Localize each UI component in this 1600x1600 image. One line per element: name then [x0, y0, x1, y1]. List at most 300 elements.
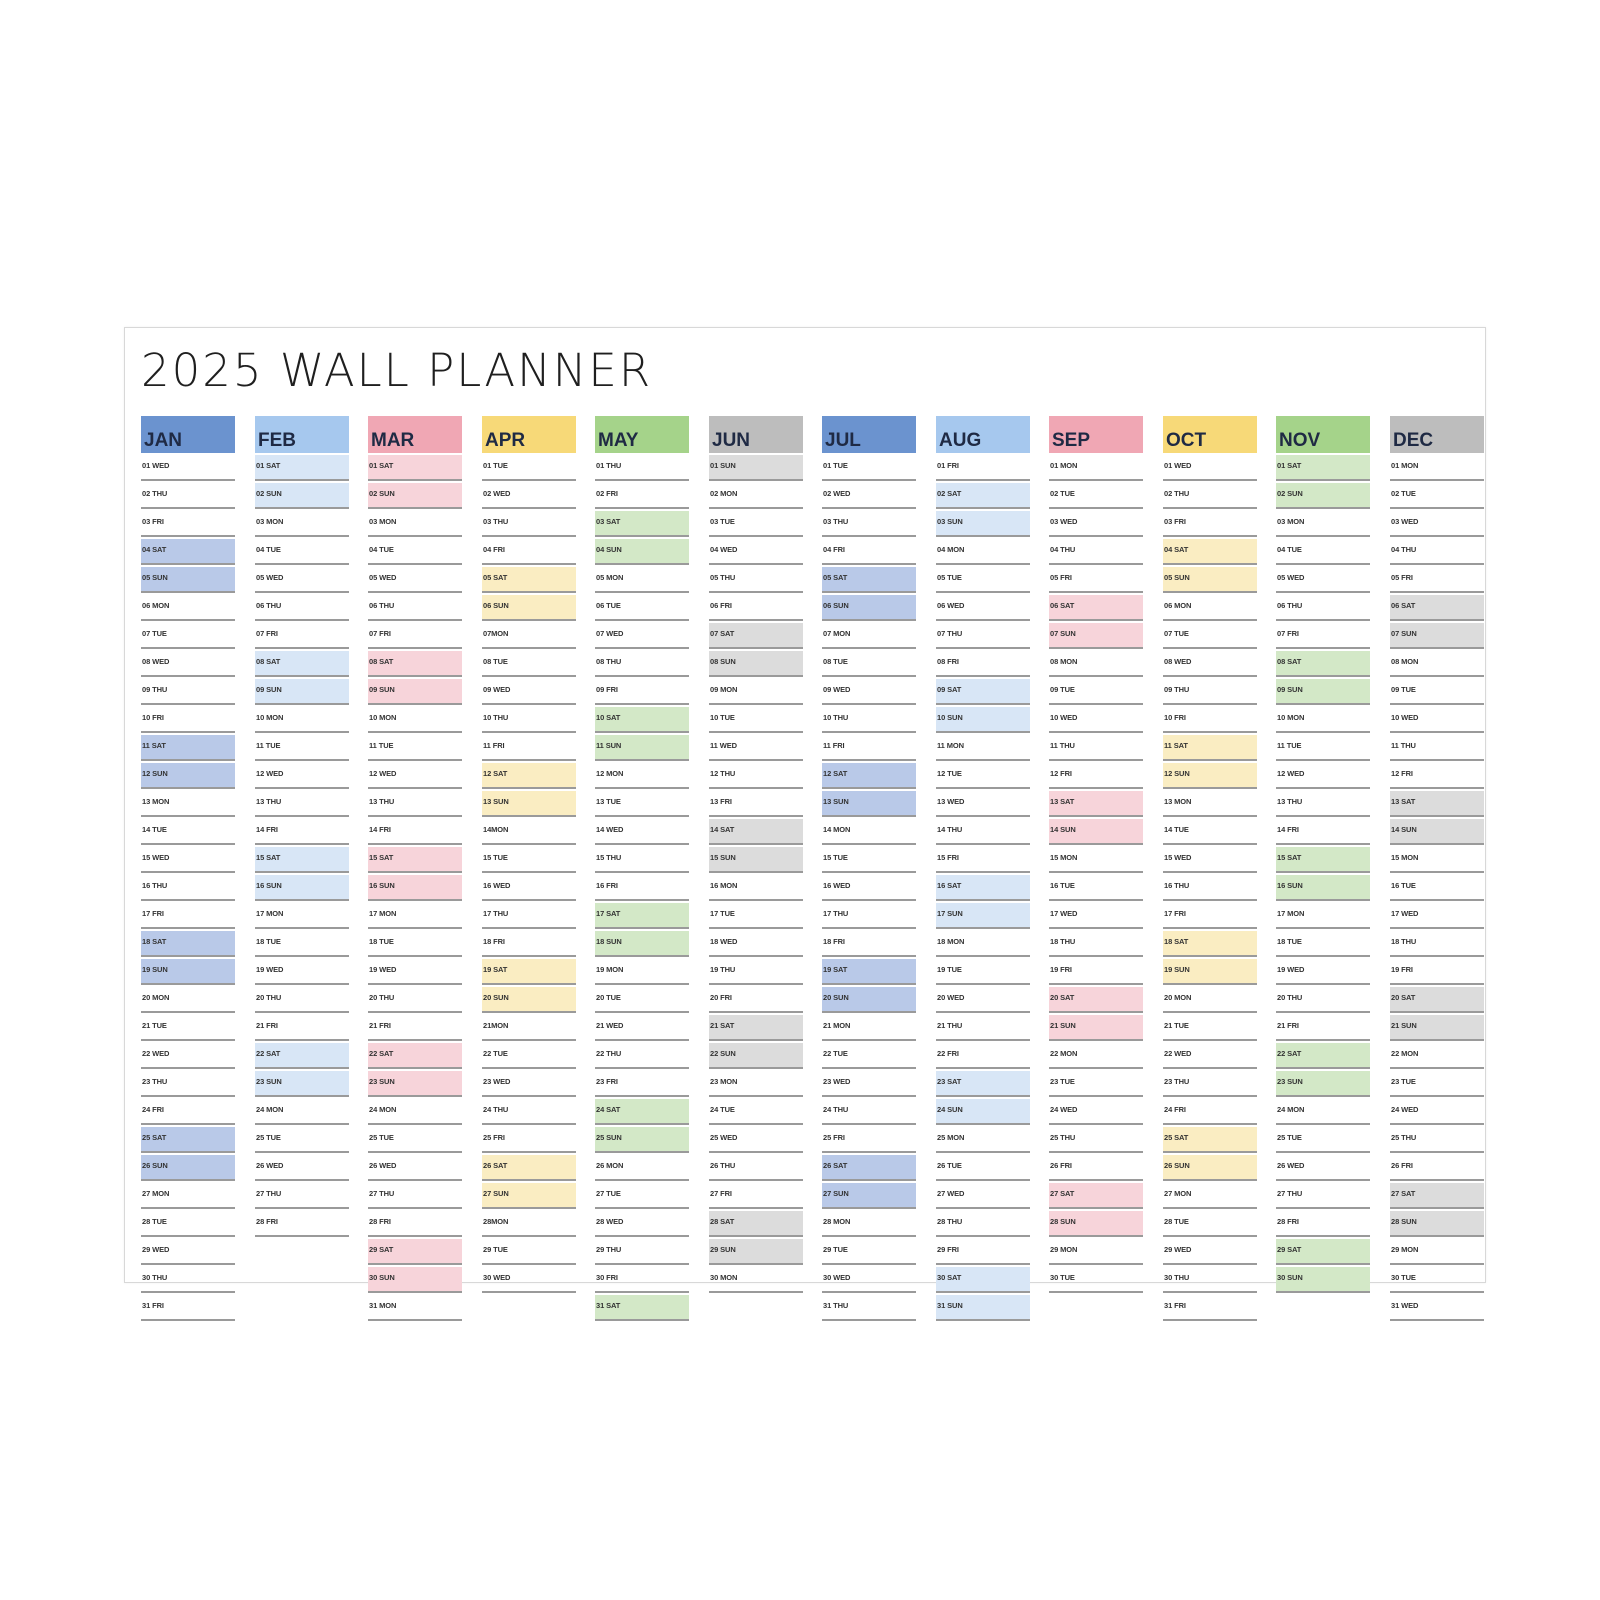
- day-row[interactable]: [1276, 1043, 1370, 1069]
- day-row[interactable]: [595, 959, 689, 985]
- day-row[interactable]: [482, 1155, 576, 1181]
- day-row[interactable]: [936, 847, 1030, 873]
- day-row[interactable]: [595, 1071, 689, 1097]
- day-row[interactable]: [482, 1043, 576, 1069]
- day-row[interactable]: [1163, 707, 1257, 733]
- day-row[interactable]: [936, 651, 1030, 677]
- day-row[interactable]: [1276, 1267, 1370, 1293]
- day-row[interactable]: [255, 1071, 349, 1097]
- day-row[interactable]: [1390, 455, 1484, 481]
- day-row[interactable]: [709, 1211, 803, 1237]
- day-row[interactable]: [1163, 987, 1257, 1013]
- day-row[interactable]: [936, 1267, 1030, 1293]
- day-row[interactable]: [936, 1211, 1030, 1237]
- day-row[interactable]: [1049, 623, 1143, 649]
- day-row[interactable]: [822, 903, 916, 929]
- day-row[interactable]: [1390, 623, 1484, 649]
- day-row[interactable]: [1390, 567, 1484, 593]
- day-row[interactable]: [936, 567, 1030, 593]
- day-row[interactable]: [1049, 1211, 1143, 1237]
- day-row[interactable]: [255, 1155, 349, 1181]
- day-row[interactable]: [482, 875, 576, 901]
- day-row[interactable]: [255, 651, 349, 677]
- day-row[interactable]: [1049, 931, 1143, 957]
- day-row[interactable]: [482, 511, 576, 537]
- day-row[interactable]: [368, 567, 462, 593]
- day-row[interactable]: [936, 819, 1030, 845]
- day-row[interactable]: [1163, 1211, 1257, 1237]
- day-row[interactable]: [1163, 1071, 1257, 1097]
- day-row[interactable]: [936, 1099, 1030, 1125]
- day-row[interactable]: [141, 1071, 235, 1097]
- day-row[interactable]: [936, 679, 1030, 705]
- day-row[interactable]: [1390, 1015, 1484, 1041]
- day-row[interactable]: [936, 791, 1030, 817]
- day-row[interactable]: [1049, 1127, 1143, 1153]
- day-row[interactable]: [822, 931, 916, 957]
- day-row[interactable]: [936, 875, 1030, 901]
- day-row[interactable]: [141, 903, 235, 929]
- day-row[interactable]: [709, 791, 803, 817]
- day-row[interactable]: [1049, 651, 1143, 677]
- day-row[interactable]: [1390, 903, 1484, 929]
- day-row[interactable]: [141, 791, 235, 817]
- day-row[interactable]: [482, 623, 576, 649]
- day-row[interactable]: [482, 987, 576, 1013]
- day-row[interactable]: [1390, 539, 1484, 565]
- day-row[interactable]: [1049, 903, 1143, 929]
- day-row[interactable]: [1049, 1267, 1143, 1293]
- day-row[interactable]: [368, 539, 462, 565]
- day-row[interactable]: [709, 1071, 803, 1097]
- day-row[interactable]: [936, 735, 1030, 761]
- day-row[interactable]: [709, 651, 803, 677]
- day-row[interactable]: [1276, 567, 1370, 593]
- day-row[interactable]: [1390, 1071, 1484, 1097]
- day-row[interactable]: [709, 455, 803, 481]
- day-row[interactable]: [1163, 903, 1257, 929]
- day-row[interactable]: [822, 1183, 916, 1209]
- day-row[interactable]: [1049, 959, 1143, 985]
- day-row[interactable]: [595, 455, 689, 481]
- day-row[interactable]: [1276, 595, 1370, 621]
- day-row[interactable]: [1390, 1127, 1484, 1153]
- day-row[interactable]: [482, 1211, 576, 1237]
- day-row[interactable]: [1163, 455, 1257, 481]
- day-row[interactable]: [1390, 511, 1484, 537]
- day-row[interactable]: [1390, 483, 1484, 509]
- day-row[interactable]: [1276, 847, 1370, 873]
- day-row[interactable]: [1163, 511, 1257, 537]
- day-row[interactable]: [595, 679, 689, 705]
- day-row[interactable]: [1276, 931, 1370, 957]
- day-row[interactable]: [709, 483, 803, 509]
- day-row[interactable]: [482, 959, 576, 985]
- day-row[interactable]: [368, 455, 462, 481]
- day-row[interactable]: [141, 1183, 235, 1209]
- day-row[interactable]: [822, 959, 916, 985]
- day-row[interactable]: [141, 1155, 235, 1181]
- day-row[interactable]: [1163, 847, 1257, 873]
- day-row[interactable]: [1276, 1071, 1370, 1097]
- day-row[interactable]: [1049, 595, 1143, 621]
- day-row[interactable]: [482, 1183, 576, 1209]
- day-row[interactable]: [822, 1015, 916, 1041]
- day-row[interactable]: [1163, 875, 1257, 901]
- day-row[interactable]: [822, 1239, 916, 1265]
- day-row[interactable]: [1049, 1183, 1143, 1209]
- day-row[interactable]: [595, 903, 689, 929]
- day-row[interactable]: [595, 1295, 689, 1321]
- day-row[interactable]: [595, 1267, 689, 1293]
- day-row[interactable]: [141, 819, 235, 845]
- day-row[interactable]: [709, 819, 803, 845]
- day-row[interactable]: [1049, 763, 1143, 789]
- day-row[interactable]: [141, 1239, 235, 1265]
- day-row[interactable]: [936, 987, 1030, 1013]
- day-row[interactable]: [595, 735, 689, 761]
- day-row[interactable]: [1390, 1239, 1484, 1265]
- day-row[interactable]: [141, 1267, 235, 1293]
- day-row[interactable]: [255, 539, 349, 565]
- day-row[interactable]: [1276, 623, 1370, 649]
- day-row[interactable]: [482, 791, 576, 817]
- day-row[interactable]: [709, 1155, 803, 1181]
- day-row[interactable]: [709, 1127, 803, 1153]
- day-row[interactable]: [936, 1071, 1030, 1097]
- day-row[interactable]: [595, 1043, 689, 1069]
- day-row[interactable]: [1163, 483, 1257, 509]
- day-row[interactable]: [1163, 567, 1257, 593]
- day-row[interactable]: [936, 1183, 1030, 1209]
- day-row[interactable]: [1163, 623, 1257, 649]
- day-row[interactable]: [255, 707, 349, 733]
- day-row[interactable]: [595, 707, 689, 733]
- day-row[interactable]: [255, 1099, 349, 1125]
- day-row[interactable]: [368, 1267, 462, 1293]
- day-row[interactable]: [368, 651, 462, 677]
- day-row[interactable]: [1390, 875, 1484, 901]
- day-row[interactable]: [595, 1183, 689, 1209]
- day-row[interactable]: [1390, 1267, 1484, 1293]
- day-row[interactable]: [1049, 1155, 1143, 1181]
- day-row[interactable]: [709, 707, 803, 733]
- day-row[interactable]: [482, 903, 576, 929]
- day-row[interactable]: [1390, 847, 1484, 873]
- day-row[interactable]: [822, 1155, 916, 1181]
- day-row[interactable]: [368, 1043, 462, 1069]
- day-row[interactable]: [595, 651, 689, 677]
- day-row[interactable]: [482, 1239, 576, 1265]
- day-row[interactable]: [1390, 1183, 1484, 1209]
- day-row[interactable]: [368, 1099, 462, 1125]
- day-row[interactable]: [595, 847, 689, 873]
- day-row[interactable]: [936, 455, 1030, 481]
- day-row[interactable]: [141, 847, 235, 873]
- day-row[interactable]: [482, 651, 576, 677]
- day-row[interactable]: [1390, 987, 1484, 1013]
- day-row[interactable]: [482, 1015, 576, 1041]
- day-row[interactable]: [709, 1015, 803, 1041]
- day-row[interactable]: [822, 651, 916, 677]
- day-row[interactable]: [1276, 1099, 1370, 1125]
- day-row[interactable]: [1276, 1183, 1370, 1209]
- day-row[interactable]: [1163, 651, 1257, 677]
- day-row[interactable]: [141, 1211, 235, 1237]
- day-row[interactable]: [1049, 1043, 1143, 1069]
- day-row[interactable]: [1163, 1267, 1257, 1293]
- day-row[interactable]: [822, 735, 916, 761]
- day-row[interactable]: [709, 735, 803, 761]
- day-row[interactable]: [141, 1295, 235, 1321]
- day-row[interactable]: [368, 763, 462, 789]
- day-row[interactable]: [595, 931, 689, 957]
- day-row[interactable]: [822, 483, 916, 509]
- day-row[interactable]: [822, 875, 916, 901]
- day-row[interactable]: [141, 455, 235, 481]
- day-row[interactable]: [368, 1015, 462, 1041]
- day-row[interactable]: [482, 1267, 576, 1293]
- day-row[interactable]: [822, 539, 916, 565]
- day-row[interactable]: [1276, 1239, 1370, 1265]
- day-row[interactable]: [1049, 1239, 1143, 1265]
- day-row[interactable]: [141, 763, 235, 789]
- day-row[interactable]: [368, 1155, 462, 1181]
- day-row[interactable]: [255, 987, 349, 1013]
- day-row[interactable]: [1276, 651, 1370, 677]
- day-row[interactable]: [141, 539, 235, 565]
- day-row[interactable]: [141, 511, 235, 537]
- day-row[interactable]: [1163, 1043, 1257, 1069]
- day-row[interactable]: [1390, 595, 1484, 621]
- day-row[interactable]: [936, 1155, 1030, 1181]
- day-row[interactable]: [936, 903, 1030, 929]
- day-row[interactable]: [255, 1043, 349, 1069]
- day-row[interactable]: [1390, 959, 1484, 985]
- day-row[interactable]: [1049, 987, 1143, 1013]
- day-row[interactable]: [1390, 819, 1484, 845]
- day-row[interactable]: [709, 595, 803, 621]
- day-row[interactable]: [822, 1099, 916, 1125]
- day-row[interactable]: [595, 1239, 689, 1265]
- day-row[interactable]: [482, 1127, 576, 1153]
- day-row[interactable]: [1163, 595, 1257, 621]
- day-row[interactable]: [709, 539, 803, 565]
- day-row[interactable]: [1276, 763, 1370, 789]
- day-row[interactable]: [482, 847, 576, 873]
- day-row[interactable]: [1276, 707, 1370, 733]
- day-row[interactable]: [1049, 567, 1143, 593]
- day-row[interactable]: [936, 539, 1030, 565]
- day-row[interactable]: [822, 987, 916, 1013]
- day-row[interactable]: [255, 819, 349, 845]
- day-row[interactable]: [822, 1295, 916, 1321]
- day-row[interactable]: [368, 511, 462, 537]
- day-row[interactable]: [709, 875, 803, 901]
- day-row[interactable]: [1276, 987, 1370, 1013]
- day-row[interactable]: [595, 511, 689, 537]
- day-row[interactable]: [368, 987, 462, 1013]
- day-row[interactable]: [368, 1183, 462, 1209]
- day-row[interactable]: [1049, 707, 1143, 733]
- day-row[interactable]: [141, 1099, 235, 1125]
- day-row[interactable]: [822, 1267, 916, 1293]
- day-row[interactable]: [1276, 875, 1370, 901]
- day-row[interactable]: [1163, 1015, 1257, 1041]
- day-row[interactable]: [1276, 903, 1370, 929]
- day-row[interactable]: [1049, 511, 1143, 537]
- day-row[interactable]: [368, 735, 462, 761]
- day-row[interactable]: [709, 679, 803, 705]
- day-row[interactable]: [1163, 791, 1257, 817]
- day-row[interactable]: [1049, 819, 1143, 845]
- day-row[interactable]: [368, 819, 462, 845]
- day-row[interactable]: [1390, 1155, 1484, 1181]
- day-row[interactable]: [936, 931, 1030, 957]
- day-row[interactable]: [822, 1127, 916, 1153]
- day-row[interactable]: [368, 931, 462, 957]
- day-row[interactable]: [368, 483, 462, 509]
- day-row[interactable]: [1276, 679, 1370, 705]
- day-row[interactable]: [255, 763, 349, 789]
- day-row[interactable]: [1390, 651, 1484, 677]
- day-row[interactable]: [595, 1099, 689, 1125]
- day-row[interactable]: [936, 763, 1030, 789]
- day-row[interactable]: [822, 1043, 916, 1069]
- day-row[interactable]: [482, 763, 576, 789]
- day-row[interactable]: [1163, 1183, 1257, 1209]
- day-row[interactable]: [1049, 791, 1143, 817]
- day-row[interactable]: [1390, 1043, 1484, 1069]
- day-row[interactable]: [141, 931, 235, 957]
- day-row[interactable]: [1276, 1127, 1370, 1153]
- day-row[interactable]: [822, 763, 916, 789]
- day-row[interactable]: [482, 595, 576, 621]
- day-row[interactable]: [255, 959, 349, 985]
- day-row[interactable]: [1049, 1015, 1143, 1041]
- day-row[interactable]: [141, 651, 235, 677]
- day-row[interactable]: [709, 623, 803, 649]
- day-row[interactable]: [1276, 1155, 1370, 1181]
- day-row[interactable]: [141, 679, 235, 705]
- day-row[interactable]: [595, 819, 689, 845]
- day-row[interactable]: [255, 1015, 349, 1041]
- day-row[interactable]: [141, 623, 235, 649]
- day-row[interactable]: [255, 875, 349, 901]
- day-row[interactable]: [936, 1127, 1030, 1153]
- day-row[interactable]: [1049, 539, 1143, 565]
- day-row[interactable]: [255, 455, 349, 481]
- day-row[interactable]: [822, 847, 916, 873]
- day-row[interactable]: [595, 483, 689, 509]
- day-row[interactable]: [936, 483, 1030, 509]
- day-row[interactable]: [368, 707, 462, 733]
- day-row[interactable]: [482, 483, 576, 509]
- day-row[interactable]: [709, 1183, 803, 1209]
- day-row[interactable]: [141, 987, 235, 1013]
- day-row[interactable]: [595, 987, 689, 1013]
- day-row[interactable]: [709, 1239, 803, 1265]
- day-row[interactable]: [1163, 931, 1257, 957]
- day-row[interactable]: [368, 847, 462, 873]
- day-row[interactable]: [595, 623, 689, 649]
- day-row[interactable]: [1276, 735, 1370, 761]
- day-row[interactable]: [255, 1127, 349, 1153]
- day-row[interactable]: [141, 735, 235, 761]
- day-row[interactable]: [368, 875, 462, 901]
- day-row[interactable]: [255, 595, 349, 621]
- day-row[interactable]: [255, 679, 349, 705]
- day-row[interactable]: [368, 595, 462, 621]
- day-row[interactable]: [1390, 679, 1484, 705]
- day-row[interactable]: [482, 735, 576, 761]
- day-row[interactable]: [255, 483, 349, 509]
- day-row[interactable]: [1049, 455, 1143, 481]
- day-row[interactable]: [1276, 1015, 1370, 1041]
- day-row[interactable]: [595, 1127, 689, 1153]
- day-row[interactable]: [1276, 539, 1370, 565]
- day-row[interactable]: [1276, 483, 1370, 509]
- day-row[interactable]: [936, 1295, 1030, 1321]
- day-row[interactable]: [822, 511, 916, 537]
- day-row[interactable]: [1049, 1071, 1143, 1097]
- day-row[interactable]: [368, 1071, 462, 1097]
- day-row[interactable]: [368, 959, 462, 985]
- day-row[interactable]: [482, 819, 576, 845]
- day-row[interactable]: [1390, 735, 1484, 761]
- day-row[interactable]: [709, 511, 803, 537]
- day-row[interactable]: [482, 539, 576, 565]
- day-row[interactable]: [595, 763, 689, 789]
- day-row[interactable]: [482, 707, 576, 733]
- day-row[interactable]: [1163, 959, 1257, 985]
- day-row[interactable]: [1163, 539, 1257, 565]
- day-row[interactable]: [255, 931, 349, 957]
- day-row[interactable]: [1276, 791, 1370, 817]
- day-row[interactable]: [255, 1211, 349, 1237]
- day-row[interactable]: [709, 987, 803, 1013]
- day-row[interactable]: [936, 511, 1030, 537]
- day-row[interactable]: [255, 791, 349, 817]
- day-row[interactable]: [1276, 455, 1370, 481]
- day-row[interactable]: [368, 623, 462, 649]
- day-row[interactable]: [1163, 763, 1257, 789]
- day-row[interactable]: [368, 679, 462, 705]
- day-row[interactable]: [1276, 511, 1370, 537]
- day-row[interactable]: [1390, 707, 1484, 733]
- day-row[interactable]: [1163, 819, 1257, 845]
- day-row[interactable]: [1163, 1239, 1257, 1265]
- day-row[interactable]: [141, 707, 235, 733]
- day-row[interactable]: [1163, 1155, 1257, 1181]
- day-row[interactable]: [1390, 763, 1484, 789]
- day-row[interactable]: [1049, 483, 1143, 509]
- day-row[interactable]: [822, 567, 916, 593]
- day-row[interactable]: [1276, 959, 1370, 985]
- day-row[interactable]: [141, 1043, 235, 1069]
- day-row[interactable]: [482, 1071, 576, 1097]
- day-row[interactable]: [595, 1155, 689, 1181]
- day-row[interactable]: [368, 791, 462, 817]
- day-row[interactable]: [1390, 931, 1484, 957]
- day-row[interactable]: [368, 1127, 462, 1153]
- day-row[interactable]: [936, 1043, 1030, 1069]
- day-row[interactable]: [1276, 819, 1370, 845]
- day-row[interactable]: [936, 707, 1030, 733]
- day-row[interactable]: [1390, 1099, 1484, 1125]
- day-row[interactable]: [595, 1015, 689, 1041]
- day-row[interactable]: [936, 959, 1030, 985]
